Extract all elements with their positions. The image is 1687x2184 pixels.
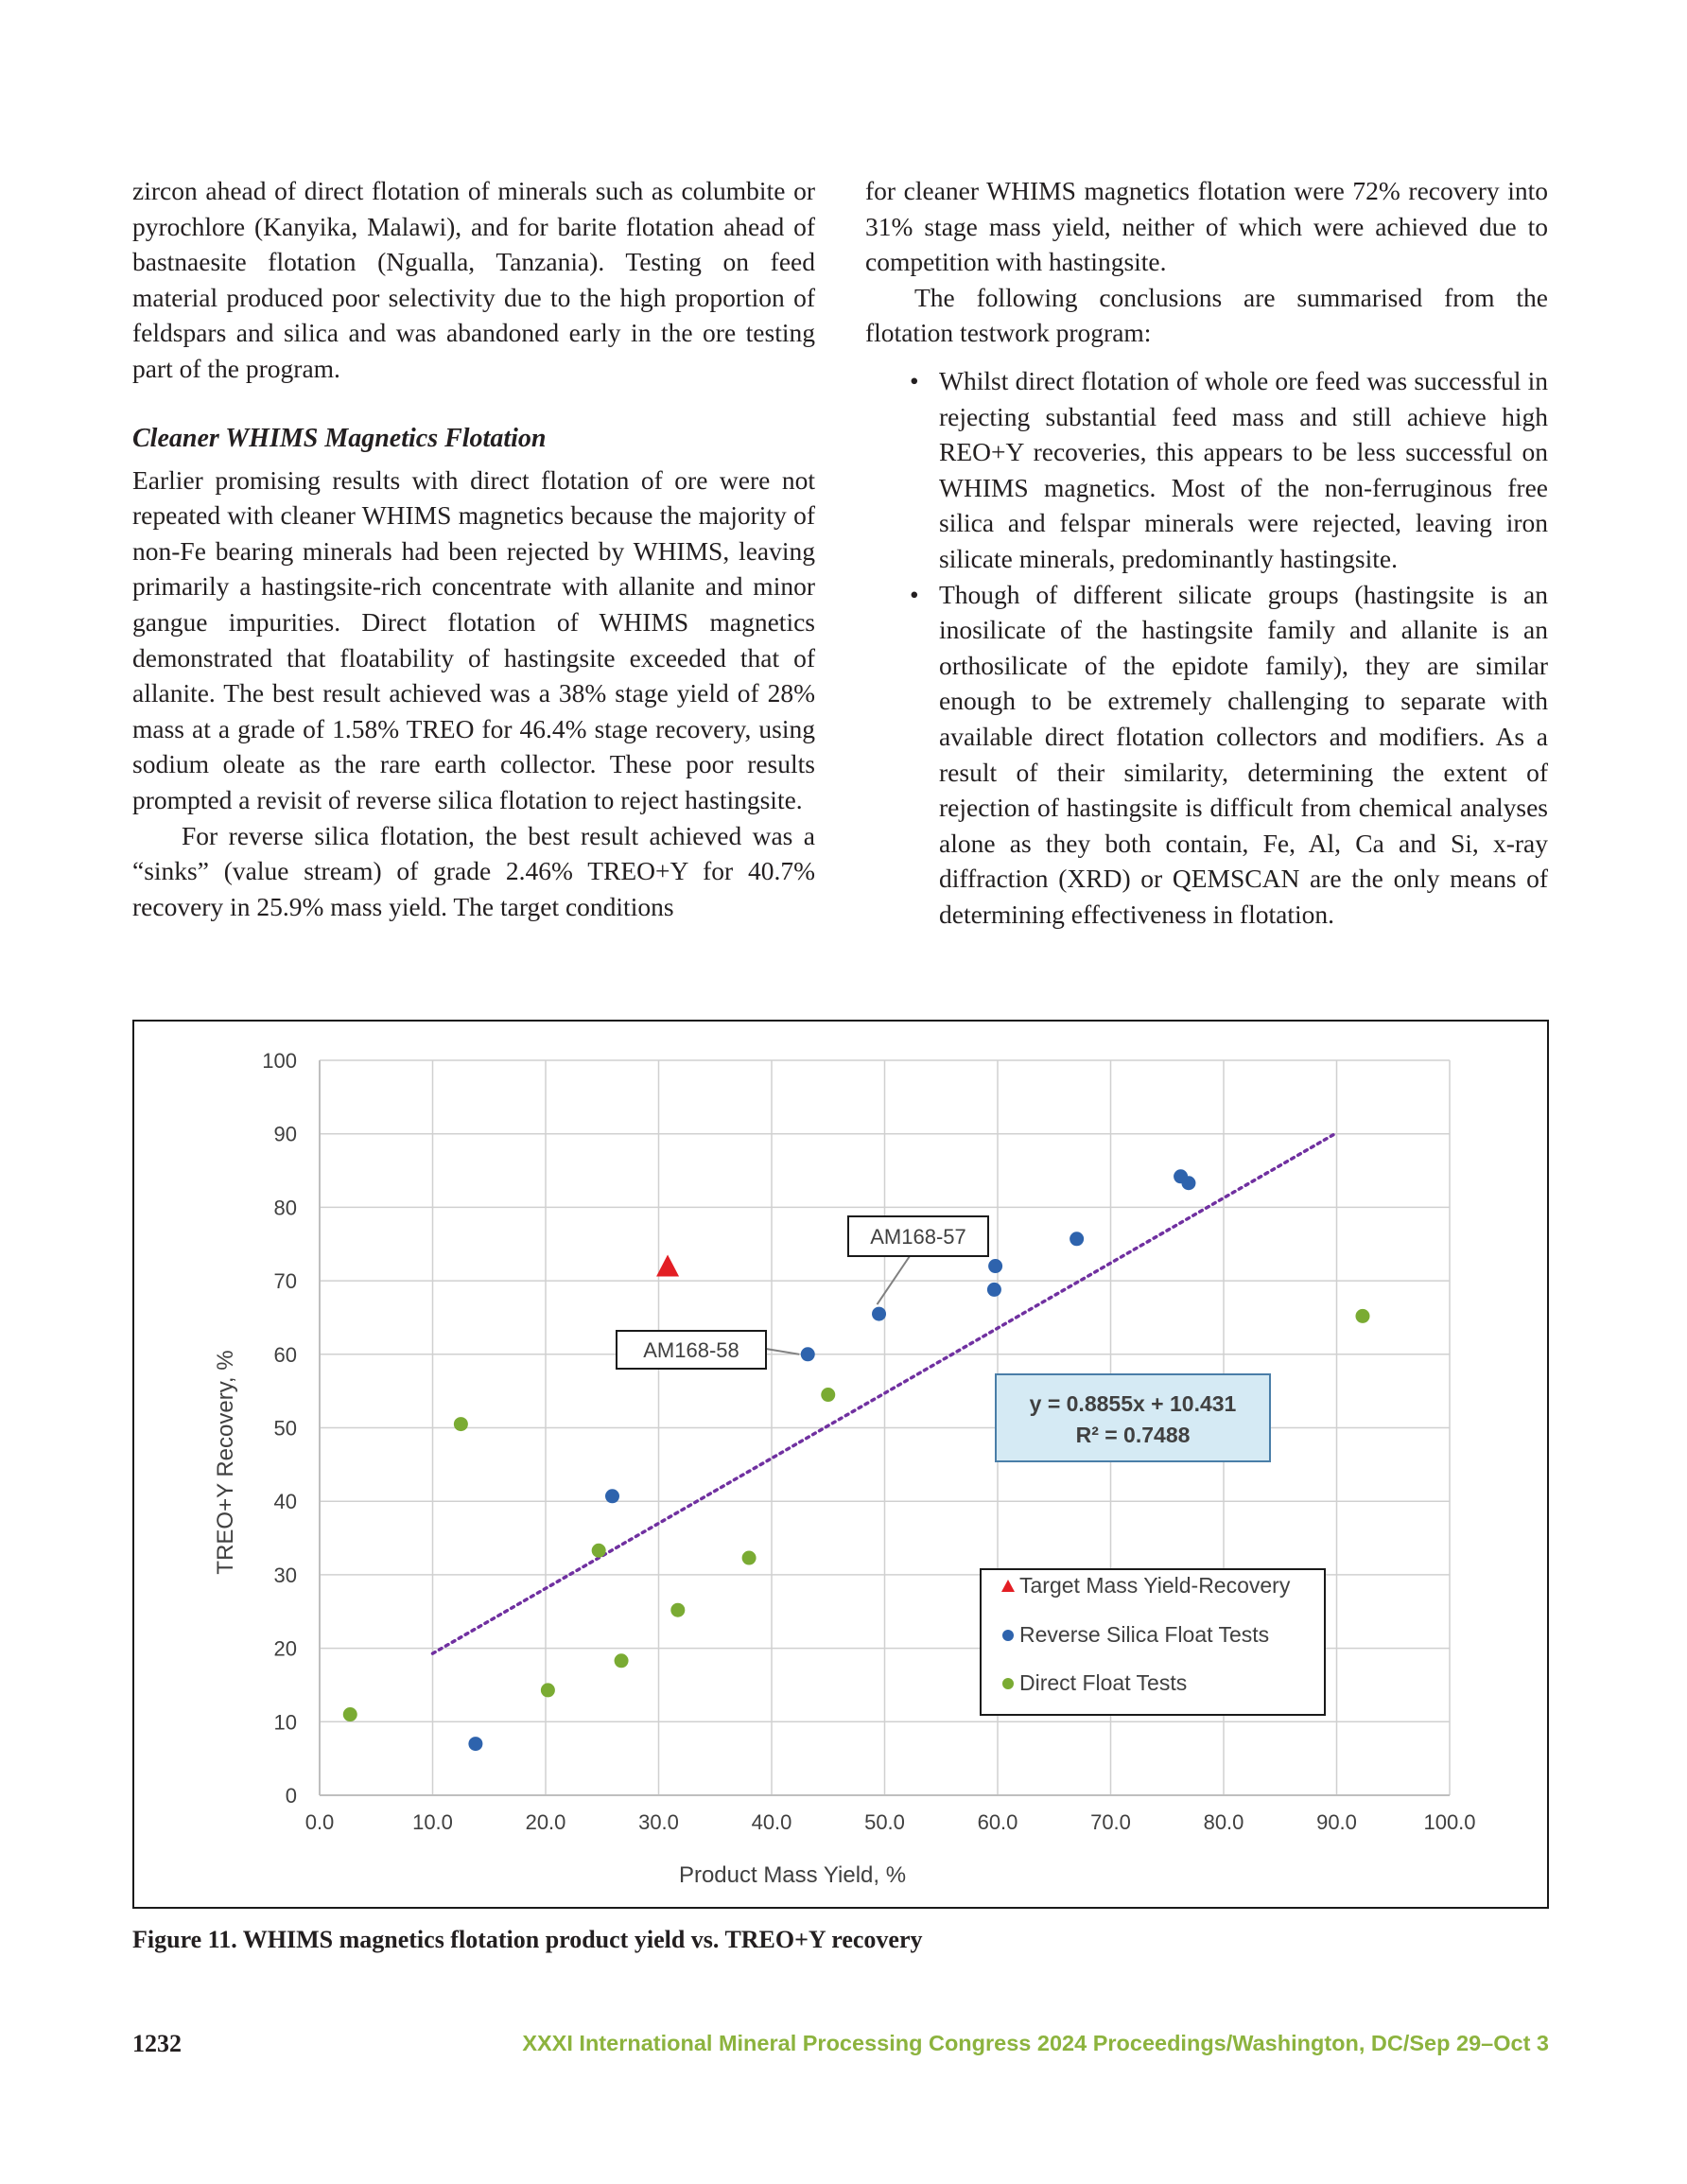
data-point-direct-float <box>821 1388 835 1402</box>
y-tick-label: 80 <box>273 1196 297 1220</box>
paragraph: For reverse silica flotation, the best result achieved was a “sinks” (value stream) of grade 2.46% TREO+Y for 40.7% recovery in 25.9% mass yield. The target conditions <box>132 820 815 921</box>
page-number: 1232 <box>132 2030 182 2057</box>
data-point-direct-float <box>615 1653 629 1668</box>
x-tick-label: 70.0 <box>1090 1810 1131 1834</box>
y-tick-label: 10 <box>273 1710 297 1735</box>
right-column <box>865 173 1548 932</box>
conclusions-list <box>865 363 1548 933</box>
list-item: • Though of different silicate groups (hastingsite is an inosilicate of the hastingsite family and allanite is an orthosilicate of the epidote family), they are similar enough to be extremely challenging to separate with available direct flotation collectors and modifiers. As a result of their similarity, determining the extent of rejection of hastingsite is difficult from chemical analyses alone as they both contain, Fe, Al, Ca and Si, x-ray diffraction (XRD) or QEMSCAN are the only means of determining effectiveness in flotation. <box>939 577 1548 933</box>
equation-label: y = 0.8855x + 10.431 <box>1029 1391 1237 1416</box>
figure-caption: Figure 11. WHIMS magnetics flotation product yield vs. TREO+Y recovery <box>132 1926 923 1953</box>
data-point-direct-float <box>670 1603 685 1617</box>
y-tick-label: 0 <box>285 1784 297 1808</box>
legend-entry-target: Target Mass Yield-Recovery <box>1019 1573 1291 1598</box>
y-tick-label: 40 <box>273 1490 297 1514</box>
data-point-direct-float <box>1355 1309 1369 1323</box>
x-tick-label: 80.0 <box>1203 1810 1244 1834</box>
data-point-reverse-silica <box>987 1283 1001 1297</box>
y-tick-label: 50 <box>273 1416 297 1441</box>
y-tick-label: 60 <box>273 1342 297 1367</box>
data-point-reverse-silica <box>1070 1232 1084 1246</box>
data-point-reverse-silica <box>801 1347 815 1361</box>
data-point-reverse-silica <box>1181 1176 1195 1190</box>
x-tick-label: 10.0 <box>412 1810 453 1834</box>
data-point-reverse-silica <box>605 1489 619 1503</box>
section-heading: Cleaner WHIMS Magnetics Flotation <box>132 423 547 453</box>
x-tick-label: 100.0 <box>1423 1810 1476 1834</box>
y-tick-label: 70 <box>273 1269 297 1294</box>
paragraph: zircon ahead of direct flotation of minerals such as columbite or pyrochlore (Kanyika, Malawi), and for barite flotation ahead of bastnaesite flotation (Ngualla, Tanzania). Testing on feed material produced poor selectivity due to the high proportion of feldspars and silica and was abandoned early in the ore testing part of the program. <box>132 176 815 383</box>
y-axis-label: TREO+Y Recovery, % <box>213 1350 238 1575</box>
paragraph: The following conclusions are summarised from the flotation testwork program: <box>865 282 1548 348</box>
data-point-direct-float <box>742 1551 757 1565</box>
data-point-target <box>656 1255 679 1277</box>
legend-marker-reverse-silica <box>1002 1630 1014 1641</box>
legend-marker-direct-float <box>1002 1678 1014 1689</box>
data-point-reverse-silica <box>988 1259 1002 1273</box>
data-point-direct-float <box>343 1707 357 1721</box>
scatter-chart <box>134 1022 1547 1907</box>
annotations <box>617 1216 988 1369</box>
legend-entry-reverse-silica: Reverse Silica Float Tests <box>1019 1622 1270 1647</box>
tick-labels <box>262 1049 1475 1834</box>
y-tick-label: 100 <box>262 1049 297 1073</box>
y-tick-label: 90 <box>273 1122 297 1146</box>
x-tick-label: 20.0 <box>525 1810 566 1834</box>
data-point-reverse-silica <box>872 1307 886 1321</box>
x-tick-label: 30.0 <box>638 1810 679 1834</box>
x-tick-label: 50.0 <box>864 1810 905 1834</box>
x-axis-label: Product Mass Yield, % <box>678 1862 907 1888</box>
legend-entry-direct-float: Direct Float Tests <box>1019 1670 1188 1695</box>
data-point-direct-float <box>541 1683 555 1697</box>
y-tick-label: 30 <box>273 1563 297 1587</box>
left-column <box>132 173 815 924</box>
figure-11 <box>132 1020 1549 1909</box>
running-footer: XXXI International Mineral Processing Congress 2024 Proceedings/Washington, DC/Sep 29–Oct 3 <box>522 2031 1549 2055</box>
data-point-direct-float <box>454 1417 468 1431</box>
r-squared-label: R² = 0.7488 <box>1075 1423 1191 1447</box>
x-tick-label: 60.0 <box>977 1810 1018 1834</box>
list-item: • Whilst direct flotation of whole ore feed was successful in rejecting substantial feed mass and still achieve high REO+Y recoveries, this appears to be less successful on WHIMS magnetics. Most of the non-ferruginous free silica and felspar minerals were rejected, leaving iron silicate minerals, predominantly hastingsite. <box>939 363 1548 577</box>
data-point-reverse-silica <box>468 1737 482 1751</box>
y-tick-label: 20 <box>273 1636 297 1661</box>
callout-label: AM168-58 <box>643 1338 739 1362</box>
callout-label: AM168-57 <box>870 1225 966 1249</box>
equation-box <box>996 1374 1270 1461</box>
x-tick-label: 40.0 <box>751 1810 792 1834</box>
legend <box>981 1569 1325 1715</box>
x-tick-label: 90.0 <box>1316 1810 1357 1834</box>
paragraph: for cleaner WHIMS magnetics flotation were 72% recovery into 31% stage mass yield, neither of which were achieved due to competition with hastingsite. <box>865 176 1548 277</box>
paragraph: Earlier promising results with direct flotation of ore were not repeated with cleaner WHIMS magnetics because the majority of non-Fe bearing minerals had been rejected by WHIMS, leaving primarily a hastingsite-rich concentrate with allanite and minor gangue impurities. Direct flotation of WHIMS magnetics demonstrated that floatability of hastingsite exceeded that of allanite. The best result achieved was a 38% stage yield of 28% mass at a grade of 1.58% TREO for 46.4% stage recovery, using sodium oleate as the rare earth collector. These poor results prompted a revisit of reverse silica flotation to reject hastingsite. <box>132 464 815 814</box>
x-tick-label: 0.0 <box>304 1810 335 1834</box>
data-point-direct-float <box>592 1544 606 1558</box>
